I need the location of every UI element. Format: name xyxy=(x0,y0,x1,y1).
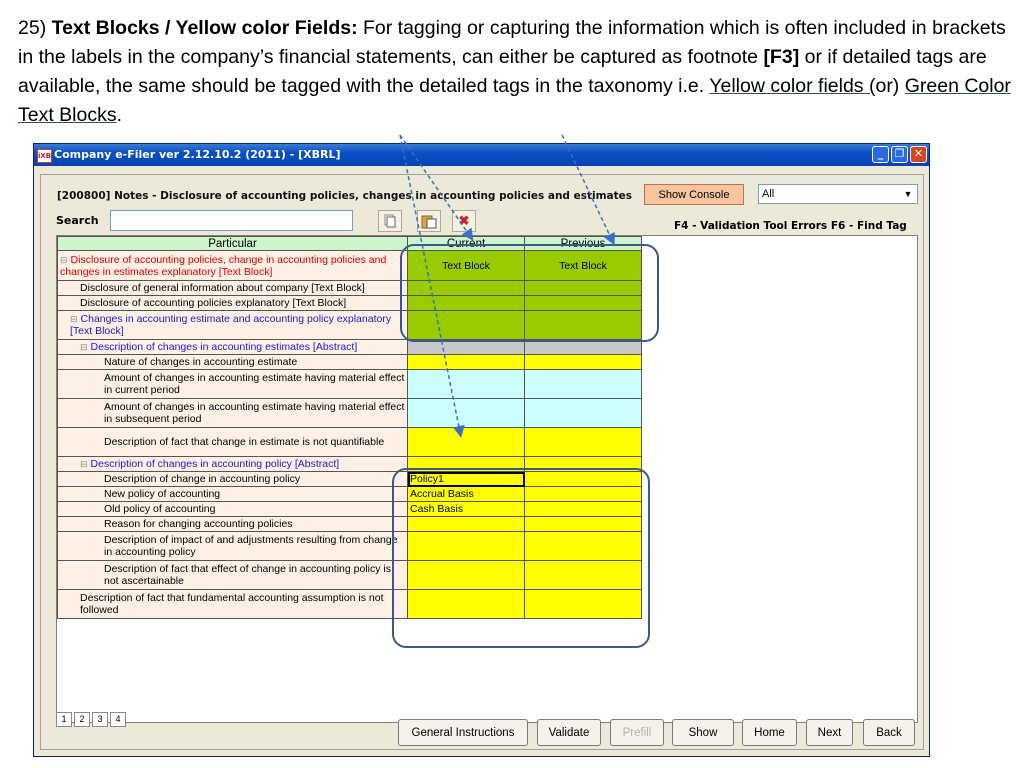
row-label: Old policy of accounting xyxy=(58,502,408,517)
row-label-text: Disclosure of accounting policies, change in accounting policies and changes in estimates explanatory [Text Block] xyxy=(60,253,387,278)
row-label-text: Description of changes in accounting policy [Abstract] xyxy=(90,458,340,470)
back-button[interactable]: Back xyxy=(863,719,915,746)
text-block-arrow xyxy=(562,135,612,240)
caption-number: 25) xyxy=(18,17,52,39)
shortcut-hints: F4 - Validation Tool Errors F6 - Find Tag xyxy=(674,220,907,232)
yellow-field-arrow xyxy=(400,135,460,432)
caption-yellow-fields: Yellow color fields ( xyxy=(709,75,876,97)
close-button[interactable]: ✕ xyxy=(910,146,927,163)
search-label: Search xyxy=(56,214,99,227)
row-label: Description of impact of and adjustments resulting from change in accounting policy xyxy=(58,532,408,561)
home-button[interactable]: Home xyxy=(742,719,797,746)
page-tab-2[interactable]: 2 xyxy=(74,712,90,727)
column-header-particular: Particular xyxy=(58,237,408,251)
row-label: Description of fact that change in estimate is not quantifiable xyxy=(58,428,408,457)
yellow-input-cell[interactable]: Cash Basis xyxy=(408,502,525,517)
collapse-icon[interactable]: ⊟ xyxy=(80,342,88,352)
row-label: Disclosure of accounting policies explanatory [Text Block] xyxy=(58,296,408,311)
row-label: Description of fact that fundamental accounting assumption is not followed xyxy=(58,590,408,619)
caption-text-3: or) xyxy=(875,75,905,97)
row-label-text: Changes in accounting estimate and accounting policy explanatory [Text Block] xyxy=(70,313,392,337)
delete-icon[interactable]: ✖ xyxy=(452,210,476,232)
caption-green-text-blocks: Green Color Text Blocks xyxy=(18,75,1011,126)
caption-f3: [F3] xyxy=(763,46,800,68)
page-tab-3[interactable]: 3 xyxy=(92,712,108,727)
yellow-input-cell[interactable]: Policy1 xyxy=(408,472,525,487)
filter-value: All xyxy=(762,188,775,200)
text-block-cell[interactable]: Text Block xyxy=(408,251,525,281)
app-icon: iXB xyxy=(37,149,52,163)
row-label: Nature of changes in accounting estimate xyxy=(58,355,408,370)
row-label-text: Description of changes in accounting estimates [Abstract] xyxy=(90,341,358,353)
validate-button[interactable]: Validate xyxy=(537,719,601,746)
row-label: Description of change in accounting policy xyxy=(58,472,408,487)
prefill-button[interactable]: Prefill xyxy=(610,719,664,746)
row-label: Description of fact that effect of change in accounting policy is not ascertainable xyxy=(58,561,408,590)
maximize-button[interactable]: ❐ xyxy=(891,146,908,163)
page-tab-1[interactable]: 1 xyxy=(56,712,72,727)
show-button[interactable]: Show xyxy=(672,719,734,746)
row-label: Reason for changing accounting policies xyxy=(58,517,408,532)
row-label: New policy of accounting xyxy=(58,487,408,502)
general-instructions-button[interactable]: General Instructions xyxy=(398,719,528,746)
text-block-cell[interactable]: Text Block xyxy=(525,251,642,281)
section-title: [200800] Notes - Disclosure of accounting policies, changes in accounting policies and estimates xyxy=(57,190,633,202)
column-header-current: Current xyxy=(408,237,525,251)
row-label: Disclosure of general information about company [Text Block] xyxy=(58,281,408,296)
caption-text-1: For tagging or capturing the information which is often included in brackets in the labels in the company’s financial statements, can either be captured as footnote xyxy=(18,17,1006,68)
window-title: Company e-Filer ver 2.12.10.2 (2011) - [XBRL] xyxy=(54,148,341,161)
caption-text-4: . xyxy=(116,104,123,126)
page-tab-4[interactable]: 4 xyxy=(110,712,126,727)
chevron-down-icon[interactable]: ▼ xyxy=(903,189,913,199)
column-header-previous: Previous xyxy=(525,237,642,251)
caption-heading: Text Blocks / Yellow color Fields: xyxy=(51,17,358,39)
collapse-icon[interactable]: ⊟ xyxy=(80,459,88,469)
collapse-icon[interactable]: ⊟ xyxy=(70,314,78,324)
minimize-button[interactable]: _ xyxy=(872,146,889,163)
yellow-input-cell[interactable]: Accrual Basis xyxy=(408,487,525,502)
next-button[interactable]: Next xyxy=(806,719,853,746)
collapse-icon[interactable]: ⊟ xyxy=(60,254,68,265)
row-label: Amount of changes in accounting estimate having material effect in current period xyxy=(58,370,408,399)
show-console-button[interactable]: Show Console xyxy=(644,184,744,205)
caption-text-2: or if detailed tags are available, the same should be tagged with the detailed tags in the taxonomy i.e. xyxy=(18,46,987,97)
row-label: Amount of changes in accounting estimate having material effect in subsequent period xyxy=(58,399,408,428)
